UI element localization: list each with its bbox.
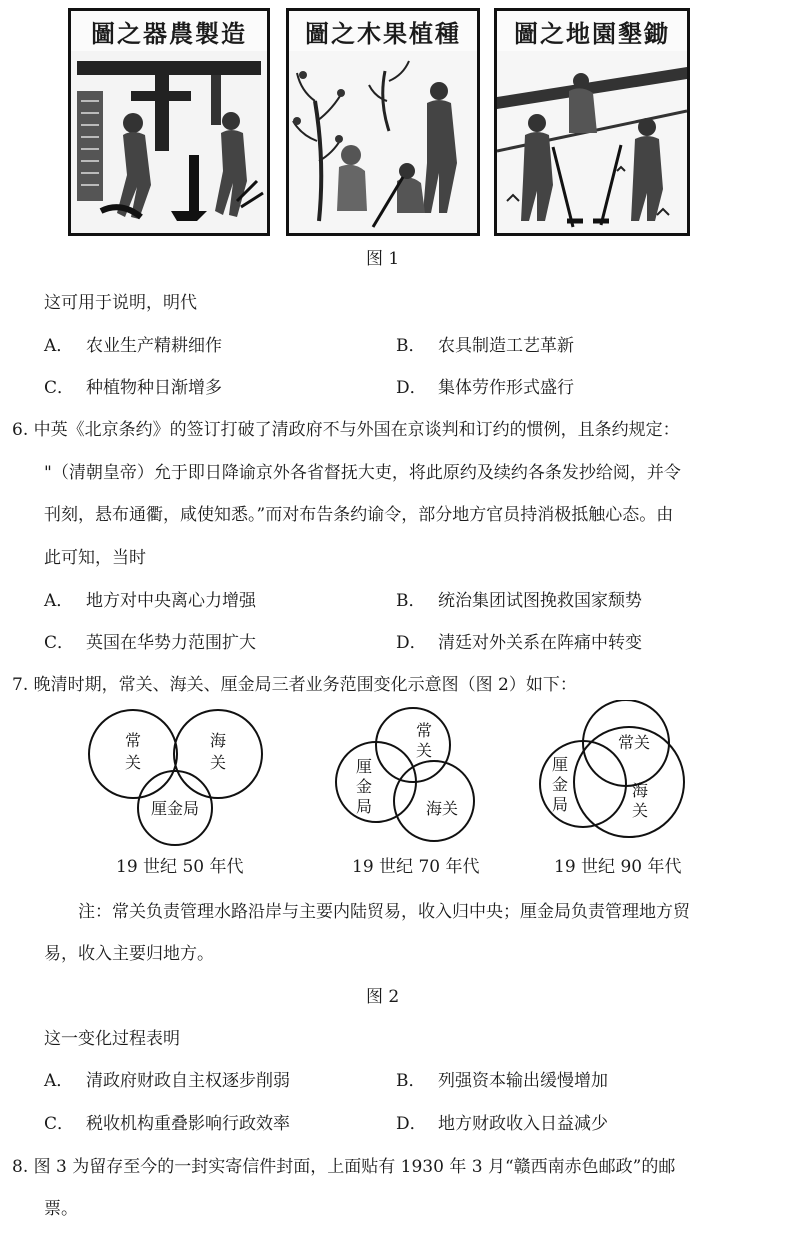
q5-option-d[interactable] [396,377,574,399]
option-text: 税收机构重叠影响行政效率 [86,1114,290,1134]
option-text: 地方财政收入日益减少 [438,1114,608,1134]
diagram-caption-1890s: 19 世纪 90 年代 [554,857,682,877]
figure-1-caption: 图 1 [366,249,400,269]
option-letter: D． [396,378,427,398]
label-li: 厘 [551,755,569,774]
label-haiguan: 海关 [425,799,459,818]
label-hai: 海 [631,781,649,800]
q6-option-a[interactable] [44,590,256,612]
label-li: 厘 [355,757,373,776]
option-letter: D． [396,633,427,653]
option-letter: B． [396,591,426,611]
diagram-caption-1870s: 19 世纪 70 年代 [352,857,480,877]
label-hai: 海 [209,731,227,750]
option-text: 地方对中央离心力增强 [86,591,256,611]
option-text: 种植物种日渐增多 [86,378,222,398]
q6-option-c[interactable] [44,632,256,654]
q7-stem: 7. 晚清时期，常关、海关、厘金局三者业务范围变化示意图（图 2）如下： [12,675,577,695]
q7-option-a[interactable] [44,1070,290,1092]
woodcut-panel-hoeing [494,8,690,236]
q6-line-1: 6. 中英《北京条约》的签订打破了清政府不与外国在京谈判和订约的惯例，且条约规定： [12,420,680,440]
label-lijinju: 厘金局 [150,799,200,818]
option-letter: B． [396,1071,426,1091]
q7-option-c[interactable] [44,1113,290,1135]
q5-stem: 这可用于说明，明代 [44,293,197,313]
q7-note-line-1: 注：常关负责管理水路沿岸与主要内陆贸易，收入归中央；厘金局负责管理地方贸 [78,902,690,922]
option-text: 统治集团试图挽救国家颓势 [438,591,642,611]
woodcut-title: 圖之地園墾鋤 [497,11,687,53]
venn-1850s [89,710,262,845]
circle-changguan [376,708,450,782]
q6-option-b[interactable] [396,590,642,612]
option-letter: C． [44,633,75,653]
label-jin: 金 [355,777,373,796]
label-guan: 关 [209,753,227,772]
q5-option-a[interactable] [44,335,222,357]
q6-line-3: 刊刻，悬布通衢，咸使知悉。”而对布告条约谕令，部分地方官员持消极抵触心态。由 [44,505,674,525]
q5-option-c[interactable] [44,377,222,399]
option-letter: A． [44,591,74,611]
label-guan: 关 [631,801,649,820]
label-guan: 关 [124,753,142,772]
q6-line-4: 此可知，当时 [44,548,146,568]
option-letter: B． [396,336,426,356]
diagram-caption-1850s: 19 世纪 50 年代 [116,857,244,877]
label-changguan: 常关 [617,733,651,752]
q6-line-2: "（清朝皇帝）允于即日降谕京外各省督抚大吏，将此原约及续约各条发抄给阅，并令 [44,463,681,483]
q8-line-2: 票。 [44,1199,78,1219]
option-text: 清廷对外关系在阵痛中转变 [438,633,642,653]
q5-option-b[interactable] [396,335,574,357]
option-text: 农具制造工艺革新 [438,336,574,356]
figure-2-venn-diagrams [0,700,785,850]
option-letter: A． [44,1071,74,1091]
q8-line-1: 8. 图 3 为留存至今的一封实寄信件封面，上面贴有 1930 年 3 月“赣西南赤色邮政”的邮 [12,1157,676,1177]
woodcut-illustration [71,51,267,233]
woodcut-illustration [289,51,477,233]
label-chang: 常 [415,721,433,740]
option-letter: A． [44,336,74,356]
option-text: 集体劳作形式盛行 [438,378,574,398]
venn-1870s [336,708,474,841]
label-guan: 关 [415,741,433,760]
woodcut-title: 圖之木果植種 [289,11,477,53]
label-ju: 局 [355,797,373,816]
option-text: 列强资本输出缓慢增加 [438,1071,608,1091]
option-letter: D． [396,1114,427,1134]
option-text: 清政府财政自主权逐步削弱 [86,1071,290,1091]
q6-option-d[interactable] [396,632,642,654]
option-letter: C． [44,378,75,398]
q7-option-b[interactable] [396,1070,608,1092]
q7-note-line-2: 易，收入主要归地方。 [44,944,214,964]
q7-option-d[interactable] [396,1113,608,1135]
woodcut-title: 圖之器農製造 [71,11,267,53]
label-ju: 局 [551,795,569,814]
woodcut-panel-planting [286,8,480,236]
option-text: 农业生产精耕细作 [86,336,222,356]
woodcut-panel-tools [68,8,270,236]
option-letter: C． [44,1114,75,1134]
figure-2-caption: 图 2 [366,987,400,1007]
label-jin: 金 [551,775,569,794]
option-text: 英国在华势力范围扩大 [86,633,256,653]
venn-1890s [540,700,684,837]
q7-question: 这一变化过程表明 [44,1029,180,1049]
label-chang: 常 [124,731,142,750]
woodcut-illustration [497,51,687,233]
circle-lijin [336,742,416,822]
